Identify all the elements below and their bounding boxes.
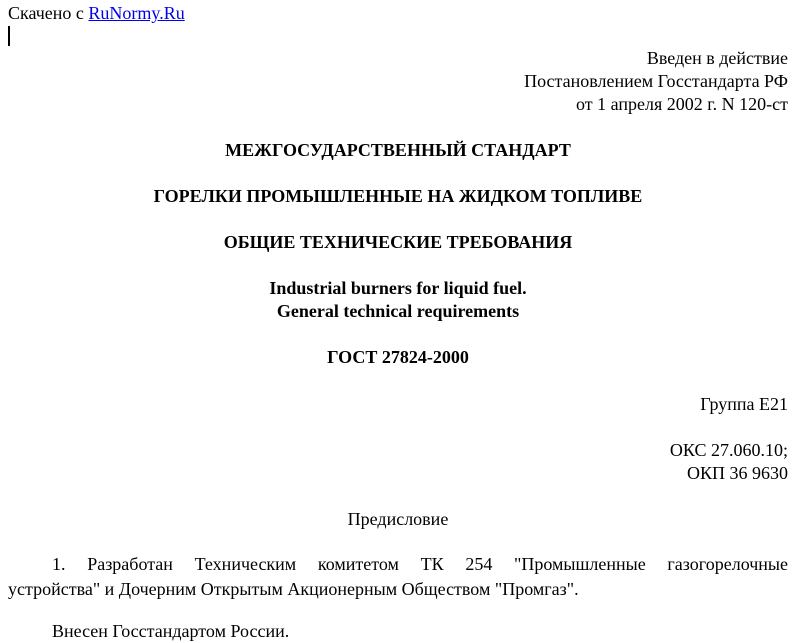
document-page — [8, 0, 788, 643]
oks-code: ОКС 27.060.10; — [669, 440, 788, 460]
standard-name-en-line-1: Industrial burners for liquid fuel. — [269, 278, 527, 298]
standard-name-ru: ГОРЕЛКИ ПРОМЫШЛЕННЫЕ НА ЖИДКОМ ТОПЛИВЕ — [153, 186, 643, 206]
standard-subtitle-ru: ОБЩИЕ ТЕХНИЧЕСКИЕ ТРЕБОВАНИЯ — [223, 232, 573, 252]
download-prefix: Скачено с — [8, 3, 89, 23]
preface-item-1-line-2: устройства" и Дочерним Открытым Акционерным Обществом "Промгаз". — [8, 579, 579, 599]
standard-name-en-line-2: General technical requirements — [276, 301, 520, 321]
enactment-line-2: Постановлением Госстандарта РФ — [524, 71, 788, 91]
enactment-line-1: Введен в действие — [646, 48, 788, 68]
text-cursor — [8, 26, 10, 46]
preface-item-1-line-1: 1. Разработан Техническим комитетом ТК 254 "Промышленные газогорелочные — [52, 554, 788, 574]
group-code: Группа Е21 — [700, 394, 788, 414]
interstate-standard-title: МЕЖГОСУДАРСТВЕННЫЙ СТАНДАРТ — [225, 140, 571, 160]
runormy-link[interactable]: RuNormy.Ru — [88, 3, 185, 23]
preface-item-1 — [8, 552, 788, 602]
enactment-line-3: от 1 апреля 2002 г. N 120-ст — [576, 94, 788, 114]
okp-code: ОКП 36 9630 — [686, 463, 788, 483]
preface-heading: Предисловие — [347, 509, 449, 529]
introduced-by: Внесен Госстандартом России. — [52, 621, 290, 641]
download-source — [8, 2, 788, 24]
standard-code: ГОСТ 27824-2000 — [327, 347, 469, 367]
